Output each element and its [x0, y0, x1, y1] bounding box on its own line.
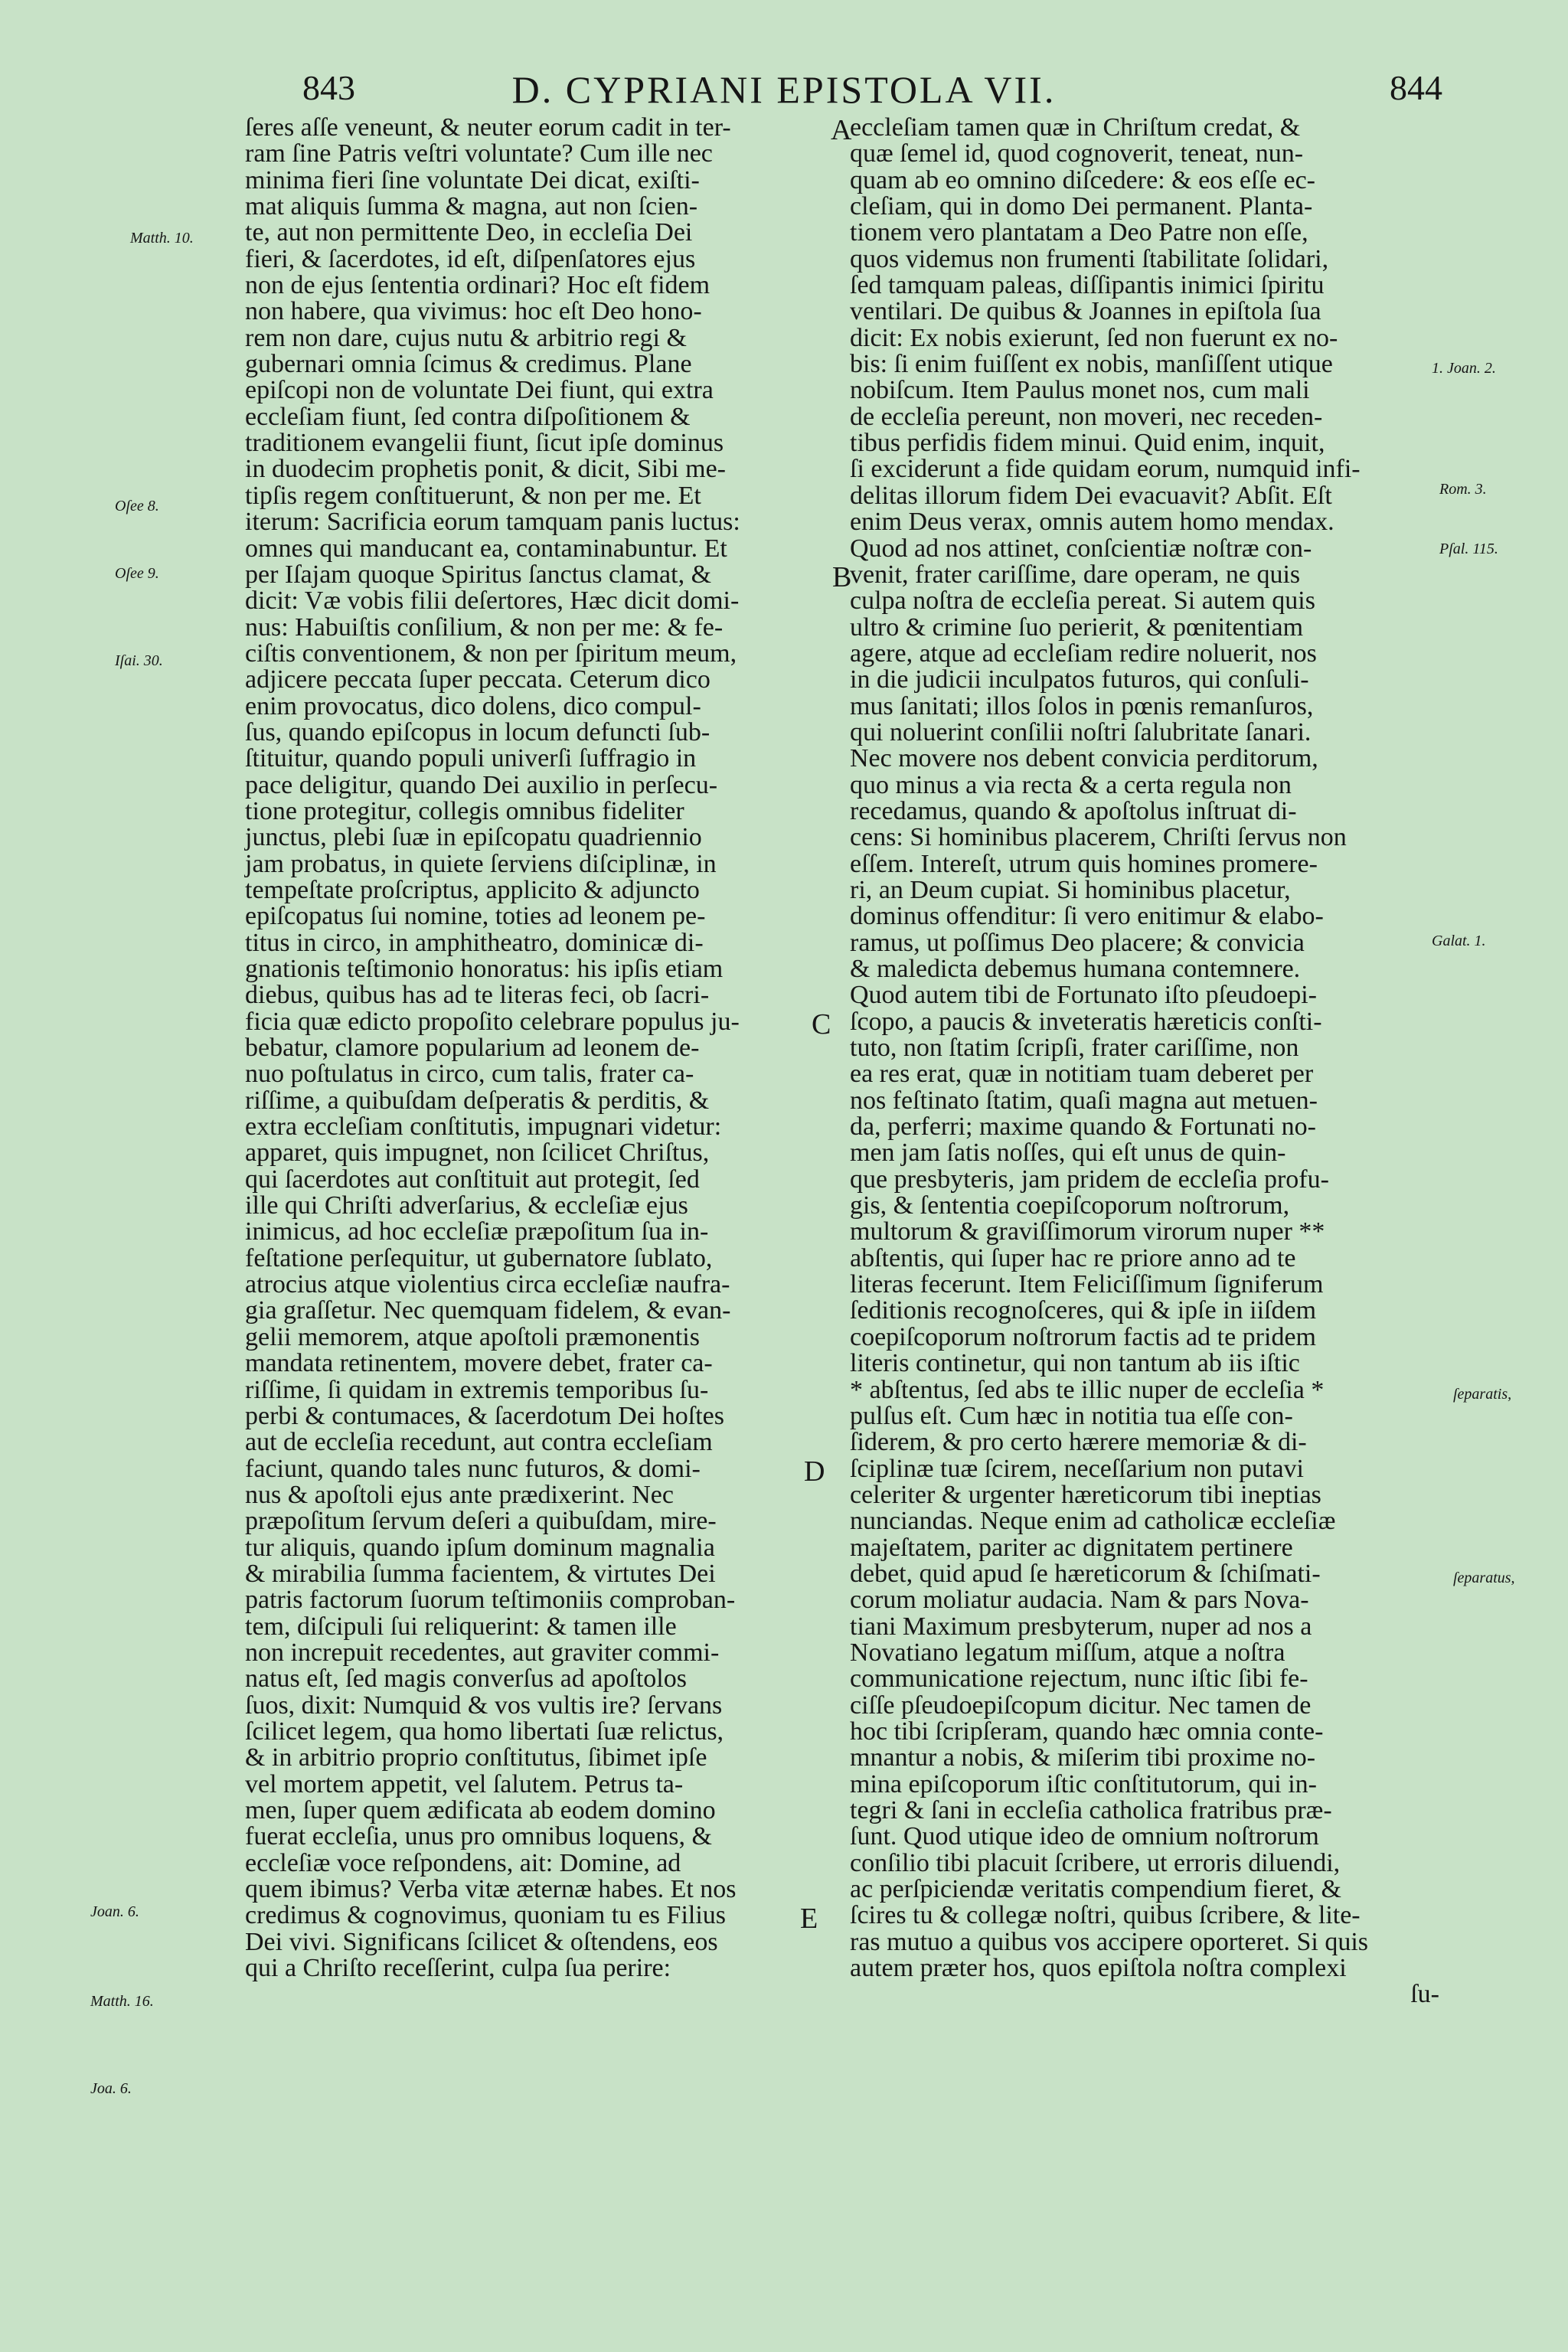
- text-line: quam ab eo omnino diſcedere: & eos eſſe ec-: [850, 165, 1315, 194]
- text-line: da, perferri; maxime quando & Fortunati no-: [850, 1112, 1316, 1142]
- text-line: ram ſine Patris veſtri voluntate? Cum ille nec: [245, 139, 713, 168]
- text-line: & mirabilia ſumma facientem, & virtutes Dei: [245, 1559, 716, 1588]
- text-line: mnantur a nobis, & miſerim tibi proxime no-: [850, 1743, 1316, 1772]
- text-line: extra eccleſiam conſtitutis, impugnari videtur:: [245, 1112, 722, 1142]
- text-line: tipſis regem conſtituerunt, & non per me. Et: [245, 481, 701, 510]
- text-line: perbi & contumaces, & ſacerdotum Dei hoſtes: [245, 1401, 724, 1430]
- text-line: hoc tibi ſcripſeram, quando hæc omnia conte-: [850, 1717, 1324, 1746]
- text-line: atrocius atque violentius circa eccleſiæ naufra-: [245, 1270, 730, 1299]
- text-line: venit, frater cariſſime, dare operam, ne quis: [850, 560, 1301, 589]
- text-line: junctus, plebi ſuæ in epiſcopatu quadriennio: [245, 823, 702, 852]
- text-line: ſcilicet legem, qua homo libertati ſuæ relictus,: [245, 1717, 724, 1746]
- text-line: tione protegitur, collegis omnibus fideliter: [245, 796, 684, 825]
- text-line: epiſcopatus ſui nomine, toties ad leonem pe-: [245, 902, 706, 931]
- margin-note-osee-9: Oſee 9.: [115, 565, 159, 582]
- text-line: ſed tamquam paleas, diſſipantis inimici ſpiritu: [850, 271, 1325, 300]
- text-line: ſuos, dixit: Numquid & vos vultis ire? ſervans: [245, 1690, 723, 1720]
- text-line: * abſtentus, ſed abs te illic nuper de eccleſia *: [850, 1375, 1325, 1404]
- text-line: que presbyteris, jam pridem de eccleſia profu-: [850, 1165, 1329, 1194]
- text-line: riſſime, a quibuſdam deſperatis & perditis, &: [245, 1086, 710, 1115]
- text-line: ſcires tu & collegæ noſtri, quibus ſcribere, & lite-: [850, 1901, 1361, 1930]
- text-line: quo minus a via recta & a certa regula non: [850, 770, 1292, 799]
- text-line: tuto, non ſtatim ſcripſi, frater cariſſime, non: [850, 1034, 1299, 1063]
- text-line: gelii memorem, atque apoſtoli præmonentis: [245, 1322, 700, 1351]
- text-line: gia graſſetur. Nec quemquam fidelem, & evan-: [245, 1296, 731, 1325]
- text-line: dicit: Ex nobis exierunt, ſed non fuerunt ex no-: [850, 323, 1338, 352]
- text-line: omnes qui manducant ea, contaminabuntur. Et: [245, 534, 727, 563]
- text-line: agere, atque ad eccleſiam redire noluerit, nos: [850, 639, 1317, 668]
- page-number-right: 844: [1390, 68, 1442, 107]
- text-line: ſeres aſſe veneunt, & neuter eorum cadit in ter-: [245, 113, 731, 142]
- text-line: cleſiam, qui in domo Dei permanent. Planta-: [850, 192, 1313, 221]
- text-line: ficia quæ edicto propoſito celebrare populus ju-: [245, 1007, 740, 1036]
- text-line: fieri, & ſacerdotes, id eſt, diſpenſatores ejus: [245, 244, 696, 273]
- text-line: debet, quid apud ſe hæreticorum & ſchiſmati-: [850, 1559, 1321, 1588]
- text-line: Novatiano legatum miſſum, atque a noſtra: [850, 1638, 1285, 1667]
- text-line: ultro & crimine ſuo perierit, & pœnitentiam: [850, 612, 1304, 642]
- text-line: Nec movere nos debent convicia perditorum,: [850, 744, 1318, 773]
- text-line: multorum & graviſſimorum virorum nuper **: [850, 1217, 1325, 1246]
- text-line: bebatur, clamore popularium ad leonem de-: [245, 1034, 700, 1063]
- text-line: celeriter & urgenter hæreticorum tibi ineptias: [850, 1480, 1321, 1509]
- text-line: gubernari omnia ſcimus & credimus. Plane: [245, 350, 692, 379]
- text-line: natus eſt, ſed magis converſus ad apoſtolos: [245, 1664, 687, 1694]
- text-line: enim Deus verax, omnis autem homo mendax.: [850, 508, 1334, 537]
- text-line: quos videmus non frumenti ſtabilitate ſolidari,: [850, 244, 1329, 273]
- text-line: gnationis teſtimonio honoratus: his ipſis etiam: [245, 955, 724, 983]
- text-line: nus: Habuiſtis conſilium, & non per me: & fe-: [245, 612, 724, 642]
- page-header: [0, 67, 1568, 113]
- text-line: præpoſitum ſervum deſeri a quibuſdam, mire-: [245, 1507, 717, 1536]
- text-line: diebus, quibus has ad te literas feci, ob ſacri-: [245, 981, 710, 1010]
- text-line: delitas illorum fidem Dei evacuavit? Abſit. Eſt: [850, 481, 1332, 510]
- margin-note-osee-8: Oſee 8.: [115, 498, 159, 514]
- text-line: tegri & ſani in eccleſia catholica fratribus præ-: [850, 1796, 1332, 1824]
- text-line: eſſem. Intereſt, utrum quis homines promere-: [850, 849, 1318, 878]
- text-line: eccleſiam tamen quæ in Chriſtum credat, &: [850, 113, 1301, 142]
- text-line: Dei vivi. Significans ſcilicet & oſtendens, eos: [245, 1927, 718, 1956]
- text-line: ſi exciderunt a fide quidam eorum, numquid infi-: [850, 455, 1361, 484]
- section-marker-a: A: [831, 114, 852, 146]
- text-line: titus in circo, in amphitheatro, dominicæ di-: [245, 928, 704, 957]
- text-line: tem, diſcipuli ſui reliquerint: & tamen ille: [245, 1612, 677, 1641]
- text-line: autem præter hos, quos epiſtola noſtra complexi: [850, 1954, 1347, 1983]
- text-line: traditionem evangelii fiunt, ſicut ipſe dominus: [245, 429, 724, 458]
- text-line: bis: ſi enim fuiſſent ex nobis, manſiſſent utique: [850, 350, 1333, 379]
- text-line: ille qui Chriſti adverſarius, & eccleſiæ ejus: [245, 1191, 688, 1220]
- text-line: abſtentis, qui ſuper hac re priore anno ad te: [850, 1243, 1296, 1272]
- page-number-left: 843: [302, 68, 355, 107]
- text-line: ſunt. Quod utique ideo de omnium noſtrorum: [850, 1822, 1319, 1851]
- text-line: men, ſuper quem ædificata ab eodem domino: [245, 1796, 716, 1824]
- text-line: ſeditionis recognoſceres, qui & ipſe in iiſdem: [850, 1296, 1317, 1325]
- text-line: patris factorum ſuorum teſtimoniis comproban-: [245, 1586, 736, 1615]
- text-line: minima fieri ſine voluntate Dei dicat, exiſti-: [245, 165, 700, 194]
- text-line: nus & apoſtoli ejus ante prædixerint. Nec: [245, 1480, 674, 1509]
- text-line: adjicere peccata ſuper peccata. Ceterum dico: [245, 665, 710, 694]
- text-line: dicit: Væ vobis filii deſertores, Hæc dicit domi-: [245, 586, 740, 616]
- margin-note-joan-6: Joan. 6.: [90, 1903, 139, 1920]
- margin-note-joa-6: Joa. 6.: [90, 2080, 132, 2097]
- margin-note-psal-115: Pſal. 115.: [1439, 541, 1498, 557]
- text-line: te, aut non permittente Deo, in eccleſia Dei: [245, 218, 693, 247]
- text-line: apparet, quis impugnet, non ſcilicet Chriſtus,: [245, 1138, 710, 1168]
- margin-note-1-joan-2: 1. Joan. 2.: [1432, 360, 1496, 377]
- text-line: tibus perfidis fidem minui. Quid enim, inquit,: [850, 429, 1325, 458]
- text-line: ſciplinæ tuæ ſcirem, neceſſarium non putavi: [850, 1454, 1304, 1483]
- text-line: ſtituitur, quando populi univerſi ſuffragio in: [245, 744, 697, 773]
- text-line: in die judicii inculpatos futuros, qui conſuli-: [850, 665, 1309, 694]
- text-line: ri, an Deum cupiat. Si hominibus placetur,: [850, 875, 1291, 904]
- running-title: D. CYPRIANI EPISTOLA VII.: [511, 68, 1057, 111]
- text-line: nunciandas. Neque enim ad catholicæ eccleſiæ: [850, 1507, 1336, 1536]
- text-line: eccleſiam fiunt, ſed contra diſpoſitionem &: [245, 402, 691, 431]
- text-line: ſu-: [1410, 1980, 1439, 2009]
- text-line: literis continetur, qui non tantum ab iis iſtic: [850, 1349, 1300, 1378]
- text-line: iterum: Sacrificia eorum tamquam panis luctus:: [245, 508, 740, 537]
- text-line: ac perſpiciendæ veritatis compendium fieret, &: [850, 1875, 1341, 1904]
- text-line: literas fecerunt. Item Feliciſſimum ſigniferum: [850, 1270, 1324, 1299]
- text-line: Quod ad nos attinet, conſcientiæ noſtræ con-: [850, 534, 1312, 563]
- text-line: per Iſajam quoque Spiritus ſanctus clamat, &: [245, 560, 712, 589]
- text-line: tionem vero plantatam a Deo Patre non eſſe,: [850, 218, 1308, 247]
- text-line: qui noluerint conſilii noſtri ſalubritate ſanari.: [850, 717, 1312, 746]
- text-line: men jam ſatis noſſes, qui eſt unus de quin-: [850, 1138, 1286, 1168]
- text-line: quæ ſemel id, quod cognoverit, teneat, nun-: [850, 139, 1304, 168]
- text-line: ciſtis conventionem, & non per ſpiritum meum,: [245, 639, 737, 668]
- text-line: culpa noſtra de eccleſia pereat. Si autem quis: [850, 586, 1315, 616]
- text-line: pulſus eſt. Cum hæc in notitia tua eſſe con-: [850, 1401, 1293, 1430]
- text-line: qui ſacerdotes aut conſtituit aut protegit, ſed: [245, 1165, 700, 1194]
- text-line: nos feſtinato ſtatim, quaſi magna aut metuen-: [850, 1086, 1318, 1115]
- text-line: non increpuit recedentes, aut graviter commi-: [245, 1638, 720, 1667]
- text-line: enim provocatus, dico dolens, dico compul-: [245, 691, 701, 720]
- text-line: ſus, quando epiſcopus in locum defuncti ſub-: [245, 717, 710, 746]
- text-line: mus ſanitati; illos ſolos in pœnis remanſuros,: [850, 691, 1314, 720]
- text-line: fuerat eccleſia, unus pro omnibus loquens, &: [245, 1822, 712, 1851]
- margin-note-isai-30: Iſai. 30.: [115, 652, 163, 669]
- text-line: Quod autem tibi de Fortunato iſto pſeudoepi-: [850, 981, 1318, 1010]
- text-line: non habere, qua vivimus: hoc eſt Deo hono-: [245, 297, 702, 326]
- text-line: mandata retinentem, movere debet, frater ca-: [245, 1349, 713, 1378]
- section-marker-e: E: [800, 1903, 818, 1935]
- section-marker-d: D: [804, 1455, 825, 1488]
- text-line: de eccleſia pereunt, non moveri, nec receden-: [850, 402, 1323, 431]
- text-line: conſilio tibi placuit ſcribere, ut erroris diluendi,: [850, 1848, 1341, 1877]
- text-line: nobiſcum. Item Paulus monet nos, cum mali: [850, 376, 1310, 405]
- text-line: tiani Maximum presbyterum, nuper ad nos a: [850, 1612, 1312, 1641]
- margin-note-separatis: ſeparatis,: [1453, 1386, 1512, 1403]
- text-line: ciſſe pſeudoepiſcopum dicitur. Nec tamen de: [850, 1690, 1312, 1720]
- text-line: jam probatus, in quiete ſerviens diſciplinæ, in: [245, 849, 717, 878]
- text-line: vel mortem appetit, vel ſalutem. Petrus ta-: [245, 1769, 684, 1798]
- text-line: eccleſiæ voce reſpondens, ait: Domine, ad: [245, 1848, 681, 1877]
- text-line: pace deligitur, quando Dei auxilio in perſecu-: [245, 770, 718, 799]
- text-line: dominus offenditur: ſi vero enitimur & elabo-: [850, 902, 1324, 931]
- text-line: in duodecim prophetis ponit, & dicit, Sibi me-: [245, 455, 726, 484]
- text-line: rem non dare, cujus nutu & arbitrio regi &: [245, 323, 687, 352]
- text-line: corum moliatur audacia. Nam & pars Nova-: [850, 1586, 1309, 1615]
- text-line: coepiſcoporum noſtrorum factis ad te pridem: [850, 1322, 1316, 1351]
- left-text-column: [245, 115, 815, 1981]
- margin-note-rom-3: Rom. 3.: [1439, 481, 1487, 498]
- text-line: ſiderem, & pro certo hærere memoriæ & di-: [850, 1428, 1307, 1457]
- text-line: gis, & ſententia coepiſcoporum noſtrorum,: [850, 1191, 1290, 1220]
- text-line: ramus, ut poſſimus Deo placere; & convicia: [850, 928, 1305, 957]
- text-line: epiſcopi non de voluntate Dei fiunt, qui extra: [245, 376, 714, 405]
- text-line: quem ibimus? Verba vitæ æternæ habes. Et nos: [245, 1875, 737, 1904]
- text-line: credimus & cognovimus, quoniam tu es Filius: [245, 1901, 727, 1930]
- text-line: mina epiſcoporum iſtic conſtitutorum, qui in-: [850, 1769, 1318, 1798]
- section-marker-b: B: [832, 561, 852, 593]
- text-line: recedamus, quando & apoſtolus inſtruat di-: [850, 796, 1297, 825]
- text-line: cens: Si hominibus placerem, Chriſti ſervus non: [850, 823, 1347, 852]
- text-line: mat aliquis ſumma & magna, aut non ſcien-: [245, 192, 698, 221]
- text-line: aut de eccleſia recedunt, aut contra eccleſiam: [245, 1428, 713, 1457]
- text-line: tur aliquis, quando ipſum dominum magnalia: [245, 1533, 715, 1562]
- text-line: qui a Chriſto receſſerint, culpa ſua perire:: [245, 1954, 671, 1983]
- text-line: ventilari. De quibus & Joannes in epiſtola ſua: [850, 297, 1321, 326]
- margin-note-matth-10: Matth. 10.: [130, 230, 194, 247]
- margin-note-galat-1: Galat. 1.: [1432, 933, 1486, 949]
- text-line: tempeſtate proſcriptus, applicito & adjuncto: [245, 875, 700, 904]
- margin-note-separatus: ſeparatus,: [1453, 1570, 1515, 1586]
- text-line: & maledicta debemus humana contemnere.: [850, 955, 1301, 983]
- text-line: ras mutuo a quibus vos accipere oporteret. Si quis: [850, 1927, 1369, 1956]
- text-line: faciunt, quando tales nunc futuros, & domi-: [245, 1454, 701, 1483]
- text-line: nuo poſtulatus in circo, cum talis, frater ca-: [245, 1060, 694, 1089]
- right-text-column: [850, 115, 1439, 2008]
- text-line: & in arbitrio proprio conſtitutus, ſibimet ipſe: [245, 1743, 707, 1772]
- text-line: non de ejus ſententia ordinari? Hoc eſt fidem: [245, 271, 710, 300]
- text-line: ea res erat, quæ in notitiam tuam deberet per: [850, 1060, 1314, 1089]
- text-line: riſſime, ſi quidam in extremis temporibus ſu-: [245, 1375, 709, 1404]
- text-line: feſtatione perſequitur, ut gubernatore ſublato,: [245, 1243, 713, 1272]
- text-line: communicatione rejectum, nunc iſtic ſibi fe-: [850, 1664, 1308, 1694]
- text-line: ſcopo, a paucis & inveteratis hæreticis conſti-: [850, 1007, 1322, 1036]
- text-line: inimicus, ad hoc eccleſiæ præpoſitum ſua in-: [245, 1217, 709, 1246]
- section-marker-c: C: [812, 1008, 831, 1040]
- margin-note-matth-16: Matth. 16.: [90, 1993, 154, 2010]
- text-line: majeſtatem, pariter ac dignitatem pertinere: [850, 1533, 1293, 1562]
